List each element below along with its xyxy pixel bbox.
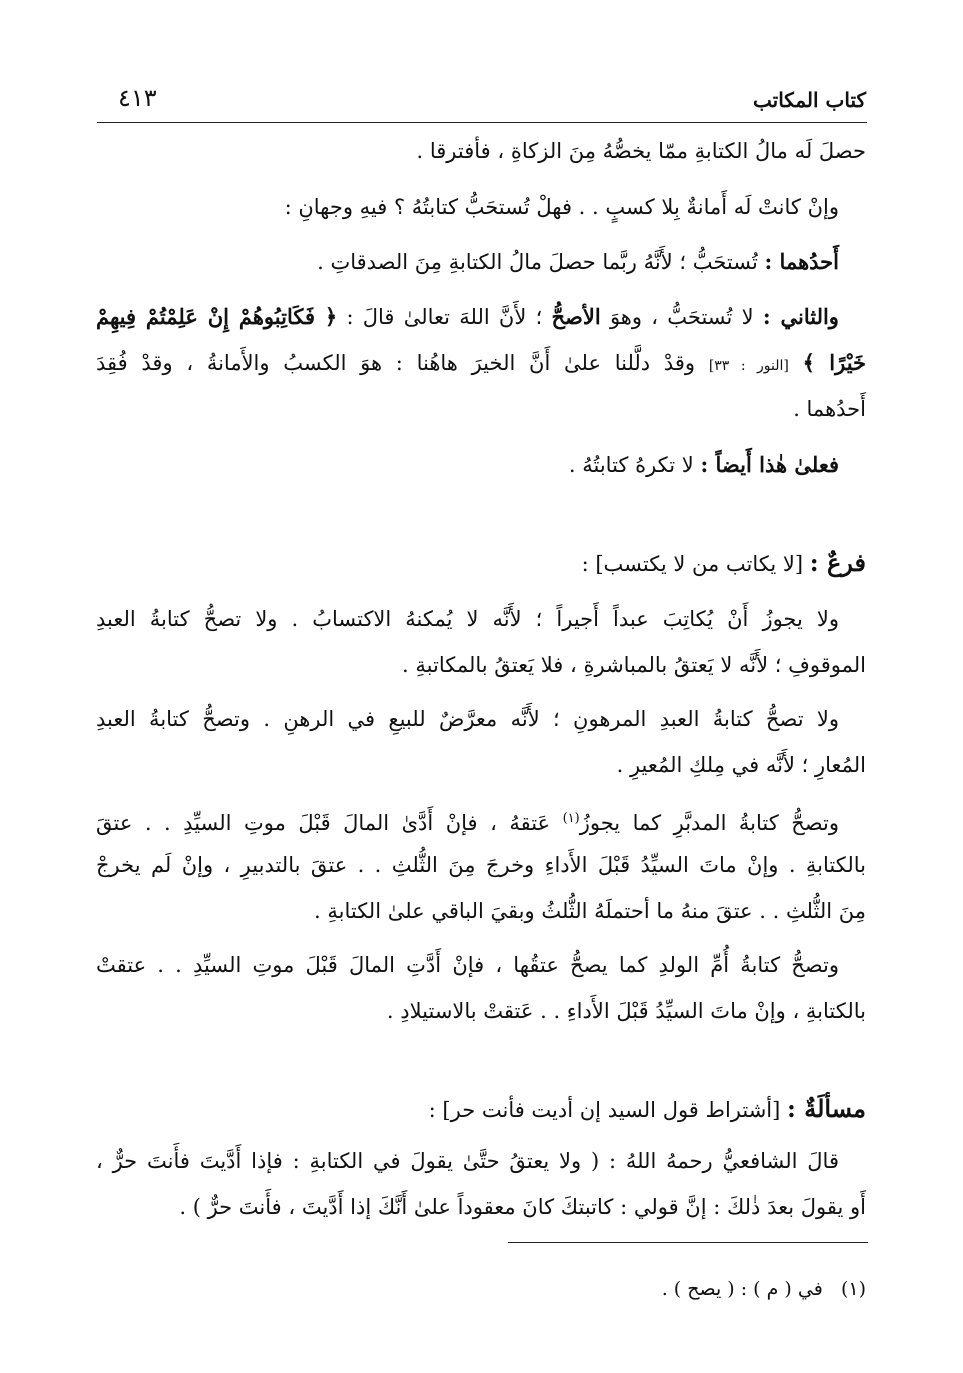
line-text: تُستحَبُّ ؛ لأَنَّهُ ربَّما حصلَ مالُ الكتابةِ مِنَ الصدقاتِ . — [317, 250, 758, 274]
line-text: وإنْ كانتْ لَه أَمانةٌ بِلا كسبٍ . . فهلْ تُستحَبُّ كتابتُهُ ؟ فيهِ وجهانِ : — [284, 195, 839, 219]
text-line — [96, 346, 866, 382]
line-text: ؛ لأَنَّ اللهَ تعالىٰ قالَ : — [346, 305, 543, 329]
text-line — [96, 602, 839, 638]
footnote-ref: (١) — [562, 811, 580, 826]
text-line — [96, 300, 839, 336]
heading-keyword: فرعٌ : — [809, 548, 866, 577]
text-line — [96, 702, 839, 738]
line-text: المُعارِ ؛ لأَنَّه في مِلكِ المُعيرِ . — [616, 753, 866, 777]
line-keyword: أَحدُهما : — [764, 249, 839, 274]
verse-reference: [النور : ٣٣] — [708, 358, 789, 374]
text-line — [96, 392, 866, 428]
line-text: وتصحُّ كتابةُ أُمِّ الولدِ كما يصحُّ عتقُها ، فإنْ أَدَّتِ المالَ قَبْلَ موتِ السيِّدِ . . عتقتْ — [96, 953, 839, 977]
text-line — [96, 648, 866, 684]
line-text: وقدْ دلَّلنا علىٰ أَنَّ الخيرَ هاهُنا : هوَ الكسبُ والأَمانةُ ، وقدْ فُقِدَ — [96, 351, 696, 375]
line-keyword: والثاني : — [762, 304, 839, 329]
line-text: لا تكرهُ كتابتُهُ . — [568, 453, 694, 477]
heading-title: [أشتراط قول السيد إن أديت فأنت حر] : — [428, 1098, 781, 1122]
footnote — [466, 1278, 866, 1300]
section-heading — [96, 1092, 866, 1128]
footnote-text: في ( م ) : ( يصح ) . — [661, 1278, 823, 1300]
line-text: أَو يقولَ بعدَ ذٰلكَ : إنَّ قولي : كاتبتكَ كانَ معقوداً علىٰ أَنَّكَ إذا أَدَّيتَ ، فأَنتَ حرٌّ ) . — [179, 1195, 866, 1219]
text-line — [96, 448, 839, 484]
header-rule — [97, 122, 867, 123]
footnote-rule — [508, 1242, 868, 1243]
line-text: قالَ الشافعيُّ رحمهُ اللهُ : ( ولا يعتقُ حتَّىٰ يقولَ في الكتابةِ : فإذا أَدَّيتَ فأَنتَ حرٌّ ، — [96, 1149, 839, 1173]
text-line — [96, 1144, 839, 1180]
text-line — [96, 245, 839, 281]
page-number: ٤١٣ — [118, 84, 157, 112]
line-text: مِنَ الثُّلثِ . . عتقَ منهُ ما أحتملَهُ الثُّلثُ وبقيَ الباقي علىٰ الكتابةِ . — [314, 899, 866, 923]
text-line — [96, 134, 866, 170]
line-keyword: فعلىٰ هٰذا أَيضاً : — [700, 452, 839, 477]
text-line — [96, 894, 866, 930]
line-text: بالكتابةِ ، وإنْ ماتَ السيِّدُ قَبْلَ الأَداءِ . . عَتقتْ بالاستيلادِ . — [386, 999, 866, 1023]
text-line — [96, 748, 866, 784]
line-keyword: الأصحُّ — [551, 304, 601, 329]
text-line — [96, 802, 839, 838]
line-text: ولا تصحُّ كتابةُ العبدِ المرهونِ ؛ لأَنَّه معرَّضٌ للبيعِ في الرهنِ . وتصحُّ كتابةُ العبدِ — [96, 707, 839, 731]
running-title: كتاب المكاتب — [753, 88, 866, 112]
line-text: أَحدُهما . — [793, 397, 866, 421]
quran-verse: ﴿ فَكَاتِبُوهُمْ إِنْ عَلِمْتُمْ فِيهِمْ — [96, 304, 338, 329]
line-text: لا تُستحَبُّ ، وهوَ — [609, 305, 754, 329]
line-text: حصلَ لَه مالُ الكتابةِ ممّا يخصُّهُ مِنَ الزكاةِ ، فأفترقا . — [416, 139, 866, 163]
text-line — [96, 948, 839, 984]
text-line — [96, 190, 839, 226]
quran-verse: خَيْرًا ﴾ — [802, 350, 867, 375]
text-line — [96, 994, 866, 1030]
line-text: الموقوفِ ؛ لأَنَّه لا يَعتقُ بالمباشرةِ ، فلا يَعتقُ بالمكاتبةِ . — [402, 653, 866, 677]
text-line — [96, 1190, 866, 1226]
line-text: ولا يجوزُ أَنْ يُكاتِبَ عبداً أَجيراً ؛ لأَنَّه لا يُمكنهُ الاكتسابُ . ولا تصحُّ كتابةُ العبدِ — [96, 607, 839, 631]
section-heading — [96, 546, 866, 582]
line-text: عَتقهُ ، فإنْ أَدَّىٰ المالَ قَبْلَ موتِ السيِّدِ . . عتقَ — [96, 811, 551, 835]
heading-title: [لا يكاتب من لا يكتسب] : — [581, 552, 804, 576]
footnote-marker: (١) — [840, 1278, 866, 1300]
line-text: وتصحُّ كتابةُ المدبَّرِ كما يجوزُ — [579, 811, 839, 835]
heading-keyword: مسألَةٌ : — [787, 1094, 866, 1123]
line-text: بالكتابةِ . وإنْ ماتَ السيِّدُ قَبْلَ الأَداءِ وخرجَ مِنَ الثُّلثِ . . عتقَ بالتدبيرِ ، وإنْ لَم يخرجْ — [96, 853, 866, 877]
text-line — [96, 848, 866, 884]
